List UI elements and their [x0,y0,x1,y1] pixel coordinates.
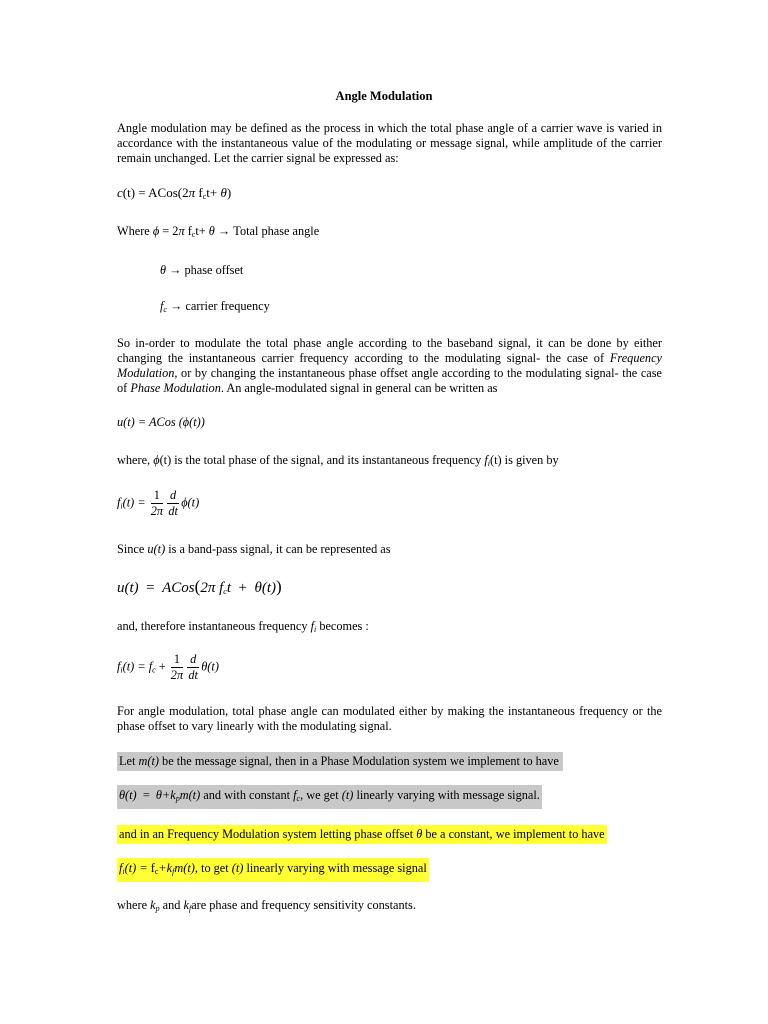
phase-offset-definition: θ → phase offset [160,263,244,277]
bandpass-representation-equation: u(t) = ACos(2π $f_ct + \theta(t)$) [117,577,282,596]
gray-highlight: $\theta(t) = \theta+k_pm(t)$ and with constant $f_c$, we get (t) linearly varying with message signal. [117,785,542,809]
sensitivity-constants-line: where $k_p$ and $k_fare$ phase and frequency sensitivity constants. [117,898,416,913]
therefore-line: and, therefore instantaneous frequency $f_i$ becomes : [117,619,369,634]
angle-modulated-signal-equation: u(t) = ACos (ϕ(t)) [117,415,205,429]
linear-variation-paragraph: For angle modulation, total phase angle can modulated either by making the instantaneous frequency or the phase offset to vary linearly with the modulating signal. [117,704,662,733]
phase-modulation-equation [117,785,662,809]
fraction-one-over-two-pi: $\frac{1}{2\pi}$ [150,488,164,518]
phase-modulation-intro [117,752,662,771]
fraction-d-dt: $\frac{d}{dt}$ [188,652,198,682]
carrier-frequency-definition: $f_c$ → carrier frequency [160,299,270,314]
intro-paragraph: Angle modulation may be defined as the process in which the total phase angle of a carrier wave is varied in accordance with the instantaneous value of the modulating or message signal, while amplitude of the carrier remain unchanged. Let the carrier signal be expressed as: [117,121,662,165]
modulation-types-paragraph: So in-order to modulate the total phase angle according to the baseband signal, it can be done by either changing the instantaneous carrier frequency according to the modulating signal- the case of Frequency Modulation, or by changing the instantaneous phase offset angle according to the modulating signal- the case of Phase Modulation. An angle-modulated signal in general can be written as [117,336,662,395]
fraction-d-dt: $\frac{d}{dt}$ [168,488,178,518]
yellow-highlight: $f_i(t) = f_c+k_fm(t)$, to get (t) linearly varying with message signal [117,858,429,882]
carrier-equation: c(t) = ACos(2π $f_ct+ \theta$) [117,185,232,201]
instantaneous-frequency-line: where, ϕ(t) is the total phase of the signal, and its instantaneous frequency $f_i(t)$ is given by [117,453,559,468]
fraction-one-over-two-pi: $\frac{1}{2\pi}$ [170,652,184,682]
total-phase-angle-line: Where ϕ = 2π $f_ct+ \theta$ → Total phase angle [117,224,320,239]
instantaneous-frequency-equation: $f_i(t)$ = $\frac{1}{2\pi}$ $\frac{d}{dt}$ ϕ(t) [117,488,200,518]
page-title: Angle Modulation [335,89,433,103]
instantaneous-frequency-equation-2: $f_i(t) = f_c$ + $\frac{1}{2\pi}$ $\frac{d}{dt}$ θ(t) [117,652,219,682]
yellow-highlight: and in an Frequency Modulation system letting phase offset θ be a constant, we implement to have [117,825,607,844]
frequency-modulation-equation [117,858,662,882]
gray-highlight: Let m(t) be the message signal, then in a Phase Modulation system we implement to have [117,752,563,771]
bandpass-signal-line: Since u(t) is a band-pass signal, it can be represented as [117,542,391,556]
frequency-modulation-intro [117,825,662,844]
